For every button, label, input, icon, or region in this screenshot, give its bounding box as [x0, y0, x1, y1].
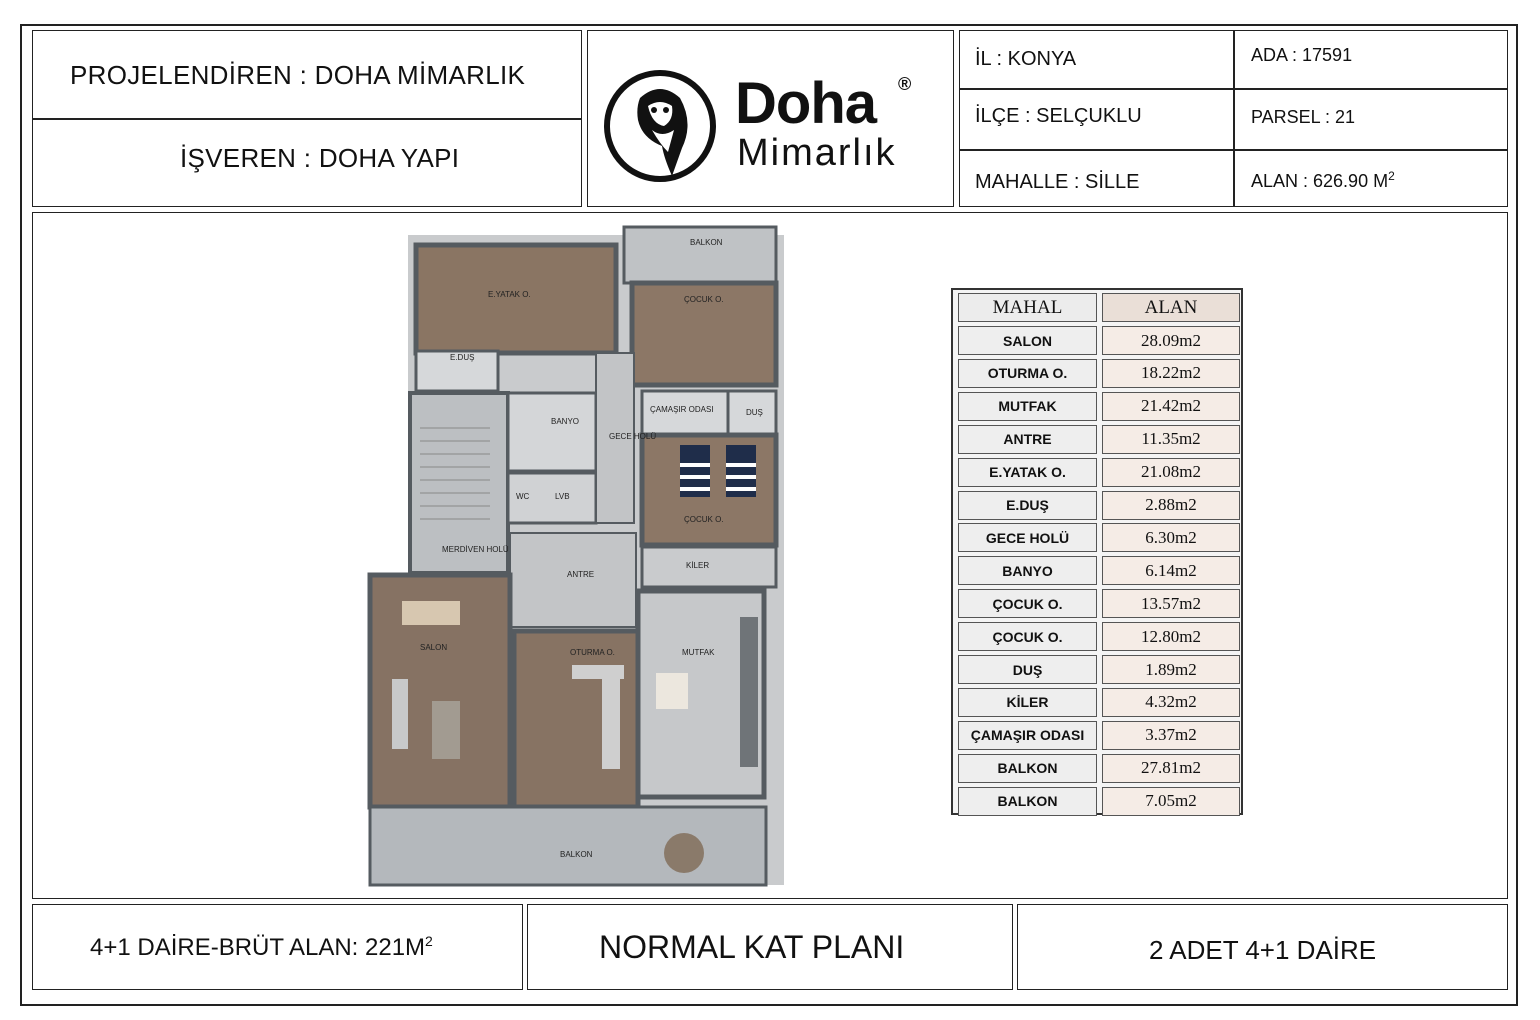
table-cell-mahal: OTURMA O.	[958, 359, 1097, 388]
alan-sup: 2	[1388, 169, 1395, 183]
brut-area-text	[90, 933, 433, 962]
label-antre: ANTRE	[567, 570, 595, 579]
label-salon: SALON	[420, 643, 448, 652]
alan-value: ALAN : 626.90 M	[1251, 171, 1389, 191]
table-row	[956, 392, 1240, 421]
ilce-text: İLÇE : SELÇUKLU	[975, 105, 1142, 127]
owl-logo-icon	[602, 68, 718, 184]
employer-text: İŞVEREN : DOHA YAPI	[180, 143, 460, 173]
label-cocuk1: ÇOCUK O.	[684, 295, 724, 304]
header-right-hdivider-2	[960, 149, 1507, 151]
table-row	[956, 655, 1240, 684]
table-row	[956, 425, 1240, 454]
table-row	[956, 556, 1240, 585]
label-dus: DUŞ	[746, 408, 763, 417]
area-table	[951, 288, 1243, 815]
table-cell-alan: 21.08m2	[1102, 458, 1240, 487]
logo-registered: ®	[898, 74, 912, 94]
label-edus: E.DUŞ	[450, 353, 475, 362]
plan-title: NORMAL KAT PLANI	[599, 929, 905, 965]
table-cell-mahal: BALKON	[958, 754, 1097, 783]
label-mutfak: MUTFAK	[682, 648, 715, 657]
plan-balkon-top	[624, 227, 776, 283]
mahalle-text: MAHALLE : SİLLE	[975, 171, 1140, 193]
table-row	[956, 491, 1240, 520]
table-header-mahal: MAHAL	[958, 293, 1097, 322]
table-cell-alan: 18.22m2	[1102, 359, 1240, 388]
table-header-row	[956, 293, 1240, 322]
label-wc: WC	[516, 492, 530, 501]
table-cell-mahal: ÇAMAŞIR ODASI	[958, 721, 1097, 750]
label-kiler: KİLER	[686, 561, 710, 570]
table-cell-mahal: E.DUŞ	[958, 491, 1097, 520]
header-right-vdivider	[1233, 31, 1235, 206]
brut-area-sup: 2	[425, 933, 433, 949]
label-gece: GECE HOLÜ	[609, 432, 657, 441]
label-lvb: LVB	[555, 492, 570, 501]
label-eyatak: E.YATAK O.	[488, 290, 531, 299]
floor-plan	[350, 213, 812, 889]
table-cell-alan: 28.09m2	[1102, 326, 1240, 355]
table-row	[956, 754, 1240, 783]
table-row	[956, 721, 1240, 750]
label-camasir: ÇAMAŞIR ODASI	[650, 405, 714, 414]
table-cell-mahal: SALON	[958, 326, 1097, 355]
table-cell-mahal: E.YATAK O.	[958, 458, 1097, 487]
brut-area-value: 4+1 DAİRE-BRÜT ALAN: 221M	[90, 934, 426, 961]
label-cocuk2: ÇOCUK O.	[684, 515, 724, 524]
table-cell-alan: 7.05m2	[1102, 787, 1240, 816]
parsel-text: PARSEL : 21	[1251, 107, 1356, 127]
table-row	[956, 359, 1240, 388]
label-balkon-top: BALKON	[690, 238, 723, 247]
table-cell-mahal: BANYO	[958, 556, 1097, 585]
table-cell-mahal: BALKON	[958, 787, 1097, 816]
il-text: İL : KONYA	[975, 48, 1077, 70]
table-cell-mahal: ANTRE	[958, 425, 1097, 454]
table-cell-mahal: KİLER	[958, 688, 1097, 717]
table-cell-alan: 13.57m2	[1102, 589, 1240, 618]
table-cell-mahal: MUTFAK	[958, 392, 1097, 421]
table-cell-alan: 4.32m2	[1102, 688, 1240, 717]
table-cell-alan: 2.88m2	[1102, 491, 1240, 520]
table-row	[956, 622, 1240, 651]
table-row	[956, 688, 1240, 717]
label-balkon-bottom: BALKON	[560, 850, 593, 859]
label-oturma: OTURMA O.	[570, 648, 615, 657]
label-merdiven: MERDİVEN HOLÜ	[442, 545, 509, 554]
table-cell-alan: 27.81m2	[1102, 754, 1240, 783]
logo-subtitle: Mimarlık	[737, 132, 897, 174]
plan-eyatak-room	[416, 245, 616, 353]
table-row	[956, 458, 1240, 487]
table-cell-alan: 21.42m2	[1102, 392, 1240, 421]
ada-text: ADA : 17591	[1251, 45, 1353, 65]
table-cell-mahal: GECE HOLÜ	[958, 523, 1097, 552]
table-cell-mahal: ÇOCUK O.	[958, 589, 1097, 618]
table-cell-alan: 6.14m2	[1102, 556, 1240, 585]
table-row	[956, 326, 1240, 355]
table-cell-mahal: DUŞ	[958, 655, 1097, 684]
table-row	[956, 787, 1240, 816]
table-cell-alan: 11.35m2	[1102, 425, 1240, 454]
table-header-alan: ALAN	[1102, 293, 1240, 322]
designer-text: PROJELENDİREN : DOHA MİMARLIK	[70, 60, 526, 90]
table-cell-alan: 6.30m2	[1102, 523, 1240, 552]
label-banyo: BANYO	[551, 417, 580, 426]
unit-count-text: 2 ADET 4+1 DAİRE	[1149, 935, 1377, 965]
logo-name: Doha	[735, 71, 876, 136]
header-right-hdivider-1	[960, 88, 1507, 90]
table-cell-mahal: ÇOCUK O.	[958, 622, 1097, 651]
table-row	[956, 523, 1240, 552]
header-left-divider	[33, 118, 581, 120]
table-cell-alan: 3.37m2	[1102, 721, 1240, 750]
table-cell-alan: 12.80m2	[1102, 622, 1240, 651]
table-row	[956, 589, 1240, 618]
plan-balkon-bottom	[370, 807, 766, 885]
alan-text	[1251, 169, 1395, 192]
table-cell-alan: 1.89m2	[1102, 655, 1240, 684]
